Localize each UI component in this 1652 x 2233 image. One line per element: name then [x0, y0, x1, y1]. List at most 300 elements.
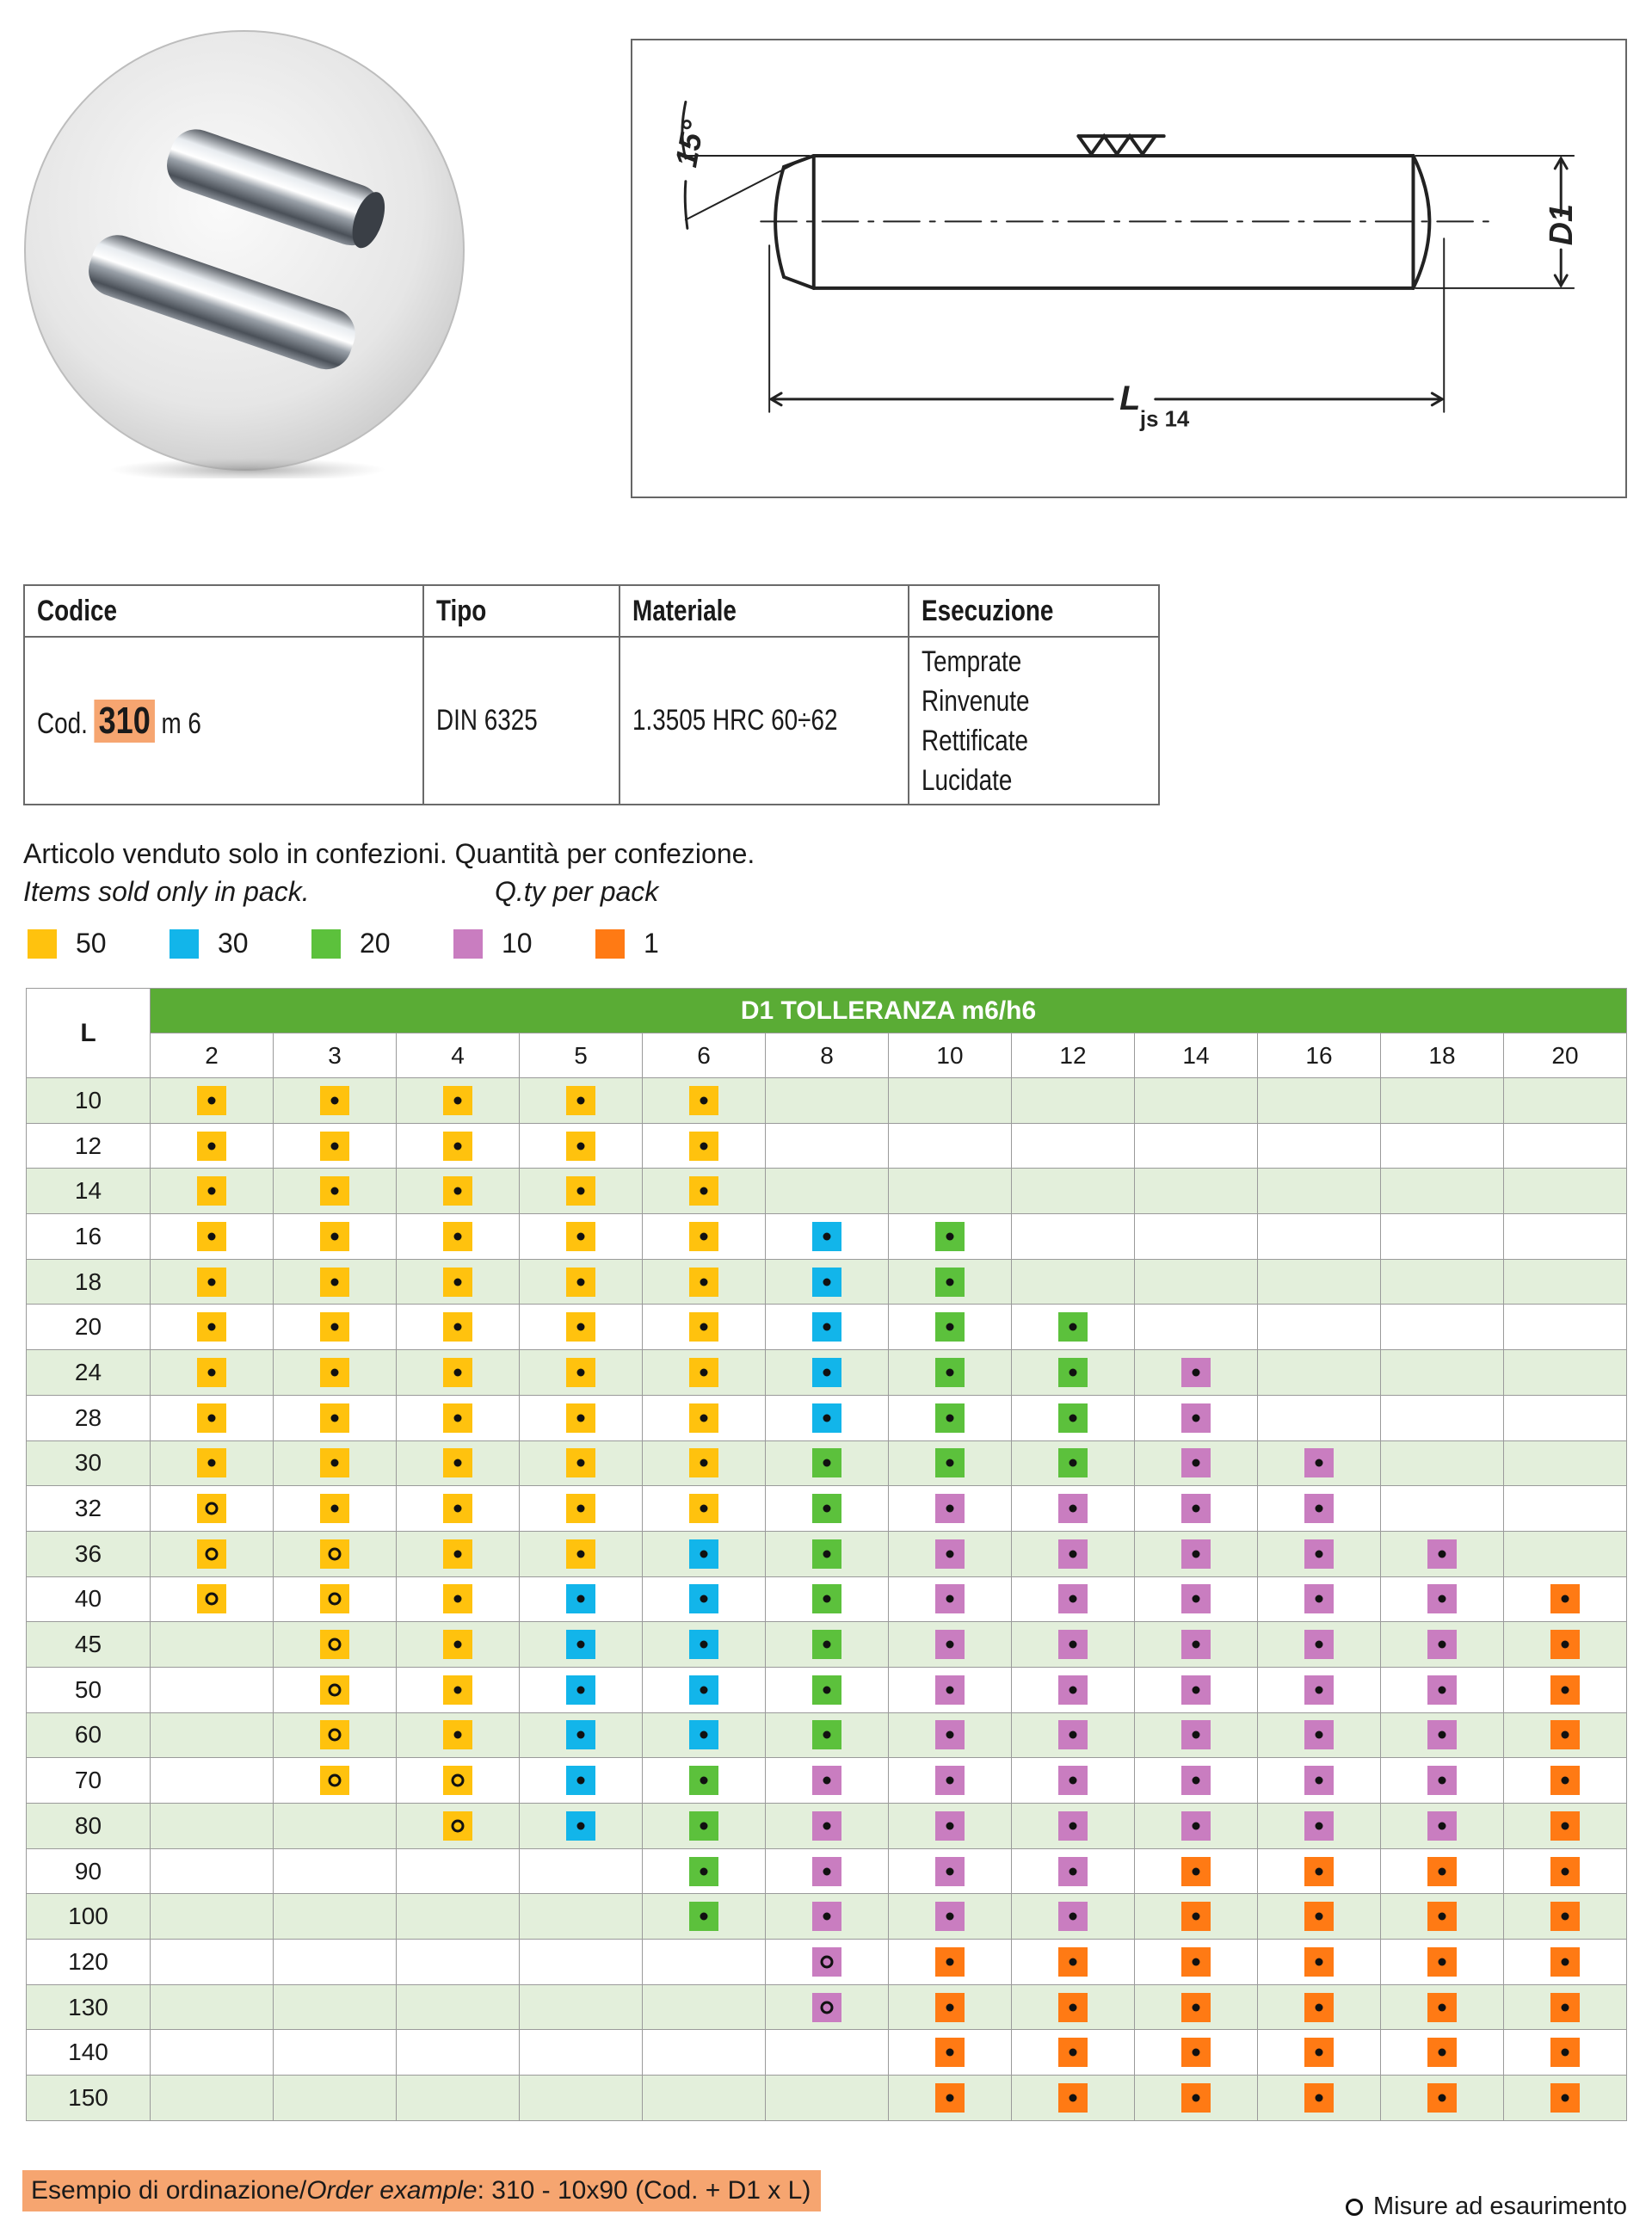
- table-row: [27, 1169, 1627, 1214]
- grid-cell: [1504, 1169, 1627, 1214]
- available-marker: [1058, 1630, 1088, 1659]
- grid-cell: [151, 1804, 274, 1849]
- grid-cell: [1135, 2076, 1258, 2121]
- legend-item: [28, 928, 170, 959]
- grid-cell: [1012, 1531, 1135, 1576]
- legend-swatch: [170, 929, 199, 959]
- grid-cell: [520, 1576, 643, 1622]
- available-marker: [935, 1358, 965, 1387]
- table-row: [27, 1940, 1627, 1985]
- grid-cell: [1135, 1259, 1258, 1305]
- grid-cell: [397, 1940, 520, 1985]
- available-marker: [197, 1222, 226, 1251]
- available-marker: [1304, 1720, 1334, 1749]
- available-marker: [812, 1857, 841, 1886]
- grid-cell: [889, 1984, 1012, 2030]
- grid-cell: [1012, 1440, 1135, 1486]
- available-marker: [566, 1358, 595, 1387]
- d1-header: 2: [151, 1033, 274, 1078]
- available-marker: [689, 1902, 718, 1931]
- esecuzione-item: Lucidate: [922, 763, 1013, 797]
- available-marker: [566, 1630, 595, 1659]
- available-marker: [1304, 1811, 1334, 1841]
- available-marker: [443, 1675, 472, 1705]
- stock-out-marker: [320, 1720, 349, 1749]
- grid-cell: [1381, 1395, 1504, 1440]
- grid-cell: [1504, 1576, 1627, 1622]
- grid-cell: [520, 1440, 643, 1486]
- grid-cell: [1012, 2030, 1135, 2076]
- available-marker: [935, 1720, 965, 1749]
- grid-cell: [889, 1758, 1012, 1804]
- grid-cell: [274, 1440, 397, 1486]
- grid-cell: [643, 1758, 766, 1804]
- grid-cell: [889, 1350, 1012, 1396]
- available-marker: [812, 1494, 841, 1523]
- grid-cell: [1012, 1848, 1135, 1894]
- grid-cell: [274, 1758, 397, 1804]
- available-marker: [197, 1086, 226, 1115]
- available-marker: [935, 2038, 965, 2067]
- available-marker: [1181, 1857, 1211, 1886]
- table-row: [27, 1440, 1627, 1486]
- length-cell: 100: [27, 1894, 151, 1940]
- stock-out-marker: [320, 1766, 349, 1795]
- available-marker: [443, 1448, 472, 1477]
- grid-cell: [1135, 1305, 1258, 1350]
- grid-cell: [889, 1804, 1012, 1849]
- grid-cell: [1381, 1894, 1504, 1940]
- grid-cell: [1504, 1123, 1627, 1169]
- grid-cell: [151, 1350, 274, 1396]
- order-example: Esempio di ordinazione/Order example: 310 - 10x90 (Cod. + D1 x L): [22, 2170, 821, 2211]
- d1-header: 18: [1381, 1033, 1504, 1078]
- grid-cell: [1012, 1984, 1135, 2030]
- available-marker: [689, 1176, 718, 1206]
- code-suffix: m 6: [161, 706, 201, 740]
- stock-out-marker: [320, 1584, 349, 1613]
- header-materiale: Materiale: [620, 585, 909, 637]
- available-marker: [197, 1358, 226, 1387]
- grid-cell: [1381, 1758, 1504, 1804]
- angle-label: 15°: [669, 118, 712, 170]
- available-marker: [1181, 1993, 1211, 2022]
- grid-cell: [151, 1894, 274, 1940]
- grid-cell: [1504, 2030, 1627, 2076]
- grid-cell: [1258, 1486, 1381, 1532]
- pack-line-en: Items sold only in pack.: [23, 876, 310, 907]
- available-marker: [320, 1448, 349, 1477]
- legend-swatch: [28, 929, 57, 959]
- available-marker: [812, 1902, 841, 1931]
- available-marker: [1181, 1539, 1211, 1569]
- grid-cell: [1381, 1259, 1504, 1305]
- available-marker: [1181, 1902, 1211, 1931]
- available-marker: [1304, 1448, 1334, 1477]
- grid-cell: [1258, 2076, 1381, 2121]
- grid-cell: [397, 1712, 520, 1758]
- stock-out-marker: [812, 1993, 841, 2022]
- legend-qty: 50: [76, 928, 107, 959]
- tipo-cell: DIN 6325: [423, 637, 620, 805]
- stock-out-marker: [320, 1630, 349, 1659]
- header-tipo: Tipo: [423, 585, 620, 637]
- available-marker: [935, 1312, 965, 1342]
- grid-cell: [1012, 1894, 1135, 1940]
- table-row: [27, 1123, 1627, 1169]
- available-marker: [1181, 2083, 1211, 2113]
- grid-cell: [643, 1940, 766, 1985]
- length-cell: 20: [27, 1305, 151, 1350]
- grid-cell: [1504, 1804, 1627, 1849]
- length-cell: 140: [27, 2030, 151, 2076]
- length-cell: 32: [27, 1486, 151, 1532]
- code-cell: [24, 637, 423, 805]
- grid-cell: [151, 1758, 274, 1804]
- available-marker: [935, 1993, 965, 2022]
- d1-header: 5: [520, 1033, 643, 1078]
- available-marker: [1550, 1993, 1580, 2022]
- available-marker: [689, 1539, 718, 1569]
- grid-cell: [889, 1305, 1012, 1350]
- available-marker: [1058, 1857, 1088, 1886]
- grid-cell: [151, 1305, 274, 1350]
- grid-cell: [643, 1667, 766, 1712]
- grid-cell: [766, 1486, 889, 1532]
- grid-cell: [766, 2030, 889, 2076]
- grid-cell: [1381, 1169, 1504, 1214]
- grid-cell: [1012, 1667, 1135, 1712]
- available-marker: [1058, 1584, 1088, 1613]
- available-marker: [689, 1086, 718, 1115]
- available-marker: [689, 1584, 718, 1613]
- available-marker: [1550, 1902, 1580, 1931]
- available-marker: [1550, 1857, 1580, 1886]
- available-marker: [1427, 1811, 1457, 1841]
- available-marker: [1304, 2038, 1334, 2067]
- grid-cell: [1504, 1531, 1627, 1576]
- grid-cell: [766, 1531, 889, 1576]
- available-marker: [935, 1222, 965, 1251]
- d1-header: 3: [274, 1033, 397, 1078]
- available-marker: [935, 1902, 965, 1931]
- available-marker: [566, 1176, 595, 1206]
- stock-out-marker: [443, 1811, 472, 1841]
- available-marker: [1427, 2083, 1457, 2113]
- grid-cell: [1135, 1667, 1258, 1712]
- length-cell: 14: [27, 1169, 151, 1214]
- table-row: [27, 1395, 1627, 1440]
- length-cell: 28: [27, 1395, 151, 1440]
- grid-cell: [520, 1667, 643, 1712]
- available-marker: [1304, 1857, 1334, 1886]
- grid-cell: [1135, 1078, 1258, 1124]
- available-marker: [812, 1403, 841, 1433]
- grid-cell: [643, 1123, 766, 1169]
- grid-cell: [397, 1667, 520, 1712]
- grid-cell: [1012, 1350, 1135, 1396]
- grid-cell: [766, 1622, 889, 1668]
- grid-cell: [1381, 1440, 1504, 1486]
- table-row: [27, 1622, 1627, 1668]
- available-marker: [1058, 1539, 1088, 1569]
- grid-cell: [889, 1123, 1012, 1169]
- diameter-label: D1: [1543, 203, 1580, 246]
- available-marker: [197, 1448, 226, 1477]
- available-marker: [320, 1132, 349, 1161]
- grid-cell: [274, 1984, 397, 2030]
- available-marker: [689, 1222, 718, 1251]
- legend-qty: 1: [644, 928, 659, 959]
- grid-cell: [1135, 1804, 1258, 1849]
- d1-header: 6: [643, 1033, 766, 1078]
- available-marker: [1058, 2038, 1088, 2067]
- d1-header: 16: [1258, 1033, 1381, 1078]
- grid-cell: [151, 1622, 274, 1668]
- grid-cell: [889, 1894, 1012, 1940]
- available-marker: [1427, 1857, 1457, 1886]
- available-marker: [812, 1584, 841, 1613]
- available-marker: [1181, 1811, 1211, 1841]
- grid-cell: [520, 1940, 643, 1985]
- table-row: [27, 1259, 1627, 1305]
- available-marker: [566, 1811, 595, 1841]
- grid-cell: [1012, 1622, 1135, 1668]
- grid-cell: [1258, 1804, 1381, 1849]
- grid-cell: [1258, 1758, 1381, 1804]
- available-marker: [320, 1358, 349, 1387]
- length-cell: 80: [27, 1804, 151, 1849]
- length-cell: 130: [27, 1984, 151, 2030]
- grid-cell: [1258, 1169, 1381, 1214]
- available-marker: [1304, 2083, 1334, 2113]
- available-marker: [1550, 1675, 1580, 1705]
- available-marker: [566, 1312, 595, 1342]
- grid-cell: [1012, 1395, 1135, 1440]
- available-marker: [320, 1494, 349, 1523]
- grid-cell: [397, 1486, 520, 1532]
- grid-cell: [643, 1894, 766, 1940]
- table-row: [27, 1486, 1627, 1532]
- available-marker: [320, 1176, 349, 1206]
- grid-cell: [643, 1848, 766, 1894]
- available-marker: [1550, 1630, 1580, 1659]
- available-marker: [1304, 1766, 1334, 1795]
- grid-cell: [274, 1395, 397, 1440]
- grid-cell: [766, 1350, 889, 1396]
- grid-cell: [1258, 2030, 1381, 2076]
- available-marker: [1427, 1584, 1457, 1613]
- available-marker: [812, 1811, 841, 1841]
- grid-cell: [1135, 1350, 1258, 1396]
- grid-cell: [1135, 1848, 1258, 1894]
- grid-cell: [1012, 1305, 1135, 1350]
- grid-cell: [1258, 1259, 1381, 1305]
- grid-cell: [1258, 1848, 1381, 1894]
- available-marker: [1058, 1675, 1088, 1705]
- materiale-cell: 1.3505 HRC 60÷62: [620, 637, 909, 805]
- grid-cell: [151, 1940, 274, 1985]
- available-marker: [689, 1494, 718, 1523]
- grid-cell: [889, 1078, 1012, 1124]
- grid-cell: [1381, 1214, 1504, 1260]
- available-marker: [1058, 1312, 1088, 1342]
- grid-cell: [1381, 1350, 1504, 1396]
- grid-cell: [520, 1395, 643, 1440]
- grid-cell: [274, 1848, 397, 1894]
- grid-cell: [397, 1984, 520, 2030]
- grid-cell: [151, 1667, 274, 1712]
- available-marker: [812, 1630, 841, 1659]
- stock-out-marker: [197, 1539, 226, 1569]
- grid-cell: [1135, 1169, 1258, 1214]
- available-marker: [1181, 1494, 1211, 1523]
- legend-item: [311, 928, 453, 959]
- grid-cell: [151, 1169, 274, 1214]
- grid-cell: [397, 1804, 520, 1849]
- available-marker: [1181, 1766, 1211, 1795]
- available-marker: [1058, 1902, 1088, 1931]
- grid-cell: [1135, 1984, 1258, 2030]
- available-marker: [1427, 1675, 1457, 1705]
- available-marker: [689, 1720, 718, 1749]
- grid-cell: [397, 1848, 520, 1894]
- grid-cell: [889, 1395, 1012, 1440]
- available-marker: [566, 1403, 595, 1433]
- grid-cell: [274, 1214, 397, 1260]
- available-marker: [320, 1222, 349, 1251]
- available-marker: [935, 1494, 965, 1523]
- table-row: [27, 1350, 1627, 1396]
- grid-cell: [520, 1712, 643, 1758]
- available-marker: [1058, 1494, 1088, 1523]
- available-marker: [1550, 1766, 1580, 1795]
- table-row: [27, 1305, 1627, 1350]
- grid-cell: [1381, 1804, 1504, 1849]
- grid-cell: [766, 1440, 889, 1486]
- grid-cell: [397, 1123, 520, 1169]
- available-marker: [1550, 1584, 1580, 1613]
- grid-cell: [1504, 1848, 1627, 1894]
- available-marker: [689, 1811, 718, 1841]
- available-marker: [1304, 1902, 1334, 1931]
- grid-cell: [274, 1531, 397, 1576]
- grid-cell: [520, 1758, 643, 1804]
- grid-cell: [1504, 1894, 1627, 1940]
- available-marker: [320, 1312, 349, 1342]
- available-marker: [1181, 1675, 1211, 1705]
- available-marker: [1058, 1720, 1088, 1749]
- grid-cell: [1504, 1350, 1627, 1396]
- grid-cell: [520, 1078, 643, 1124]
- grid-cell: [151, 1214, 274, 1260]
- grid-cell: [1258, 1440, 1381, 1486]
- grid-cell: [274, 2030, 397, 2076]
- grid-cell: [766, 1214, 889, 1260]
- grid-cell: [643, 1078, 766, 1124]
- grid-cell: [643, 1486, 766, 1532]
- grid-cell: [643, 1305, 766, 1350]
- grid-cell: [1135, 1486, 1258, 1532]
- available-marker: [197, 1403, 226, 1433]
- grid-cell: [1258, 1214, 1381, 1260]
- grid-cell: [151, 1712, 274, 1758]
- grid-cell: [397, 1169, 520, 1214]
- grid-cell: [1504, 1259, 1627, 1305]
- available-marker: [443, 1494, 472, 1523]
- grid-cell: [520, 1214, 643, 1260]
- stock-out-marker: [197, 1494, 226, 1523]
- grid-cell: [1381, 1848, 1504, 1894]
- available-marker: [1304, 1539, 1334, 1569]
- available-marker: [1058, 1358, 1088, 1387]
- length-cell: 120: [27, 1940, 151, 1985]
- grid-cell: [274, 1712, 397, 1758]
- grid-cell: [1135, 1576, 1258, 1622]
- grid-cell: [520, 1848, 643, 1894]
- grid-cell: [766, 1940, 889, 1985]
- grid-cell: [1504, 1712, 1627, 1758]
- table-row: [27, 1214, 1627, 1260]
- grid-cell: [1012, 1576, 1135, 1622]
- grid-cell: [397, 1531, 520, 1576]
- available-marker: [1427, 1720, 1457, 1749]
- grid-cell: [643, 2030, 766, 2076]
- grid-cell: [889, 1712, 1012, 1758]
- available-marker: [1304, 1675, 1334, 1705]
- available-marker: [443, 1176, 472, 1206]
- grid-cell: [1504, 1214, 1627, 1260]
- available-marker: [812, 1222, 841, 1251]
- grid-cell: [1012, 1758, 1135, 1804]
- table-row: [27, 1712, 1627, 1758]
- grid-cell: [1258, 1667, 1381, 1712]
- grid-cell: [1258, 1078, 1381, 1124]
- legend-swatch: [595, 929, 625, 959]
- available-marker: [1181, 1584, 1211, 1613]
- available-marker: [935, 1403, 965, 1433]
- available-marker: [812, 1539, 841, 1569]
- grid-cell: [643, 1622, 766, 1668]
- available-marker: [689, 1403, 718, 1433]
- grid-cell: [151, 1123, 274, 1169]
- grid-cell: [397, 1305, 520, 1350]
- available-marker: [1427, 1993, 1457, 2022]
- grid-cell: [643, 1984, 766, 2030]
- grid-cell: [274, 1350, 397, 1396]
- grid-cell: [274, 1940, 397, 1985]
- length-cell: 18: [27, 1259, 151, 1305]
- available-marker: [566, 1268, 595, 1297]
- grid-cell: [1381, 1940, 1504, 1985]
- grid-cell: [274, 1259, 397, 1305]
- available-marker: [1304, 1947, 1334, 1977]
- available-marker: [1304, 1630, 1334, 1659]
- available-marker: [689, 1268, 718, 1297]
- available-marker: [443, 1086, 472, 1115]
- grid-cell: [766, 1848, 889, 1894]
- ring-icon: [1346, 2199, 1363, 2216]
- grid-cell: [274, 1486, 397, 1532]
- table-row: [27, 1894, 1627, 1940]
- grid-cell: [1258, 1123, 1381, 1169]
- grid-cell: [766, 1758, 889, 1804]
- length-label: L: [1119, 379, 1141, 417]
- pack-legend: [28, 928, 737, 959]
- grid-cell: [397, 1078, 520, 1124]
- available-marker: [566, 1222, 595, 1251]
- available-marker: [1181, 1947, 1211, 1977]
